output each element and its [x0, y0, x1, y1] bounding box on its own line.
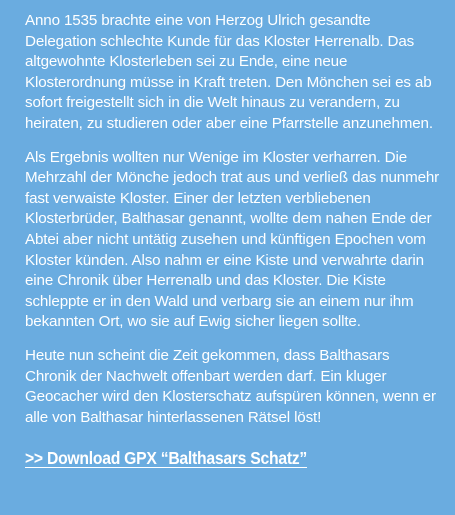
download-gpx-link[interactable]: >> Download GPX “Balthasars Schatz”	[25, 448, 308, 469]
story-paragraph-3: Heute nun scheint die Zeit gekommen, dass Balthasars Chronik der Nachwelt offenbart werden darf. Ein kluger Geocacher wird den Klosterschatz aufspüren können, wenn er alle von Balthasar hinterlassenen Rätsel löst!	[25, 346, 436, 426]
story-paragraph-1: Anno 1535 brachte eine von Herzog Ulrich gesandte Delegation schlechte Kunde für das Kloster Herrenalb. Das altgewohnte Klosterleben sei zu Ende, eine neue Klosterordnung müsse in Kraft treten. Den Mönchen sei es ab sofort freigestellt sich in die Welt hinaus zu verandern, zu heiraten, zu studieren oder aber eine Pfarrstelle anzunehmen.	[25, 12, 433, 132]
story-paragraph-2: Als Ergebnis wollten nur Wenige im Kloster verharren. Die Mehrzahl der Mönche jedoch trat aus und verließ das nunmehr fast verwaiste Kloster. Einer der letzten verbliebenen Klosterbrüder, Balthasar genannt, wollte dem nahen Ende der Abtei aber nicht untätig zusehen und künftigen Epochen vom Kloster künden. Also nahm er eine Kiste und verwahrte darin eine Chronik über Herrenalb und das Kloster. Die Kiste schleppte er in den Wald und verbarg sie an einem nur ihm bekannten Ort, wo sie auf Ewig sicher liegen sollte.	[25, 148, 440, 331]
